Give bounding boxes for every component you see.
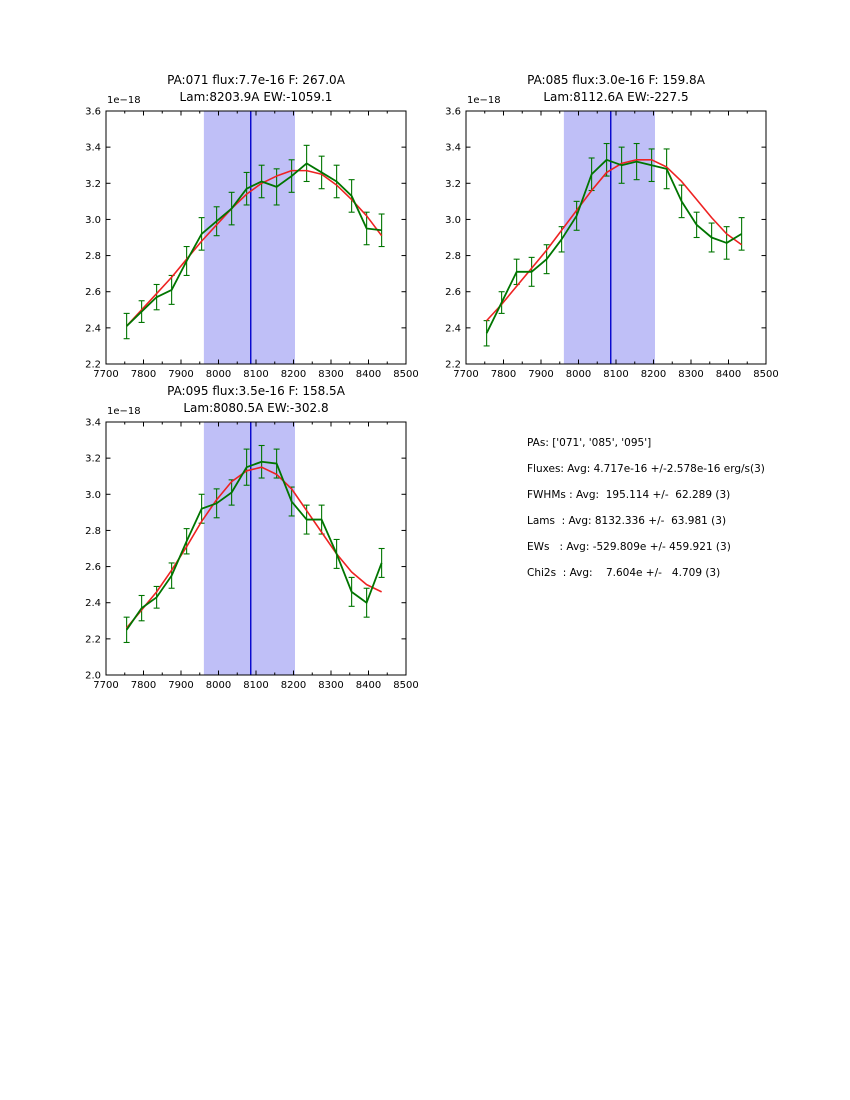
x-tick-label: 7800: [490, 369, 517, 380]
y-tick-label: 3.6: [445, 106, 461, 118]
x-tick-label: 8500: [393, 680, 419, 691]
y-tick-label: 3.4: [85, 142, 101, 154]
summary-line-fwhms: FWHMs : Avg: 195.114 +/- 62.289 (3): [527, 489, 731, 501]
y-tick-label: 2.2: [85, 634, 101, 646]
plot2-title-line1: PA:085 flux:3.0e-16 F: 159.8A: [527, 73, 705, 87]
y-tick-label: 2.2: [445, 359, 461, 371]
pa-071-spectrum: [85, 107, 419, 381]
plot3-title-line2: Lam:8080.5A EW:-302.8: [183, 401, 329, 415]
x-tick-label: 8000: [565, 369, 592, 380]
y-tick-label: 2.8: [445, 251, 461, 263]
x-tick-label: 7800: [130, 680, 157, 691]
x-tick-label: 7800: [130, 369, 157, 380]
y-tick-label: 3.0: [85, 214, 101, 226]
plot1-title-line2: Lam:8203.9A EW:-1059.1: [179, 90, 333, 104]
plot2-y-offset-label: 1e−18: [467, 95, 501, 106]
x-tick-label: 8300: [678, 369, 704, 380]
y-tick-label: 3.4: [85, 417, 101, 429]
x-tick-label: 8500: [753, 369, 779, 380]
y-tick-label: 2.4: [85, 598, 101, 610]
x-tick-label: 8000: [205, 369, 232, 380]
x-tick-label: 7900: [168, 369, 194, 380]
x-tick-label: 8300: [318, 680, 344, 691]
plot1-title-line1: PA:071 flux:7.7e-16 F: 267.0A: [167, 73, 345, 87]
highlight-band: [564, 111, 655, 364]
plot1-y-offset-label: 1e−18: [107, 95, 141, 106]
y-tick-label: 3.2: [445, 178, 461, 190]
y-tick-label: 2.6: [445, 287, 461, 299]
y-tick-label: 3.2: [85, 178, 101, 190]
y-tick-label: 2.2: [85, 359, 101, 371]
pa-095-spectrum: [85, 418, 419, 692]
plot2-title-line2: Lam:8112.6A EW:-227.5: [543, 90, 689, 104]
y-tick-label: 3.0: [445, 214, 461, 226]
summary-line-chi2s: Chi2s : Avg: 7.604e +/- 4.709 (3): [527, 567, 721, 579]
x-tick-label: 8100: [243, 680, 269, 691]
y-tick-label: 2.6: [85, 287, 101, 299]
plot3-title-line1: PA:095 flux:3.5e-16 F: 158.5A: [167, 384, 345, 398]
x-tick-label: 8200: [280, 680, 307, 691]
x-tick-label: 8300: [318, 369, 344, 380]
summary-line-lams: Lams : Avg: 8132.336 +/- 63.981 (3): [527, 515, 727, 527]
pa-085-spectrum: [445, 107, 779, 381]
y-tick-label: 3.2: [85, 453, 101, 465]
summary-panel: [527, 430, 765, 586]
y-tick-label: 2.8: [85, 525, 101, 537]
summary-line-fluxes: Fluxes: Avg: 4.717e-16 +/-2.578e-16 erg/s(3): [527, 463, 765, 475]
y-tick-label: 2.8: [85, 251, 101, 263]
x-tick-label: 7900: [168, 680, 194, 691]
plot3-y-offset-label: 1e−18: [107, 406, 141, 417]
x-tick-label: 8200: [280, 369, 307, 380]
x-tick-label: 8400: [715, 369, 742, 380]
highlight-band: [204, 422, 295, 675]
y-tick-label: 2.4: [85, 323, 101, 335]
y-tick-label: 2.4: [445, 323, 461, 335]
y-tick-label: 3.4: [445, 142, 461, 154]
x-tick-label: 7700: [453, 369, 479, 380]
y-tick-label: 2.6: [85, 562, 101, 574]
y-tick-label: 3.0: [85, 489, 101, 501]
x-tick-label: 8100: [603, 369, 629, 380]
x-tick-label: 7900: [528, 369, 554, 380]
x-tick-label: 8200: [640, 369, 667, 380]
highlight-band: [204, 111, 295, 364]
y-tick-label: 2.0: [85, 670, 101, 682]
summary-line-ews: EWs : Avg: -529.809e +/- 459.921 (3): [527, 541, 731, 553]
summary-line-pas: PAs: ['071', '085', '095']: [527, 437, 652, 449]
x-tick-label: 8000: [205, 680, 232, 691]
x-tick-label: 8100: [243, 369, 269, 380]
x-tick-label: 8400: [355, 680, 382, 691]
x-tick-label: 7700: [93, 369, 119, 380]
x-tick-label: 7700: [93, 680, 119, 691]
x-tick-label: 8400: [355, 369, 382, 380]
y-tick-label: 3.6: [85, 106, 101, 118]
x-tick-label: 8500: [393, 369, 419, 380]
